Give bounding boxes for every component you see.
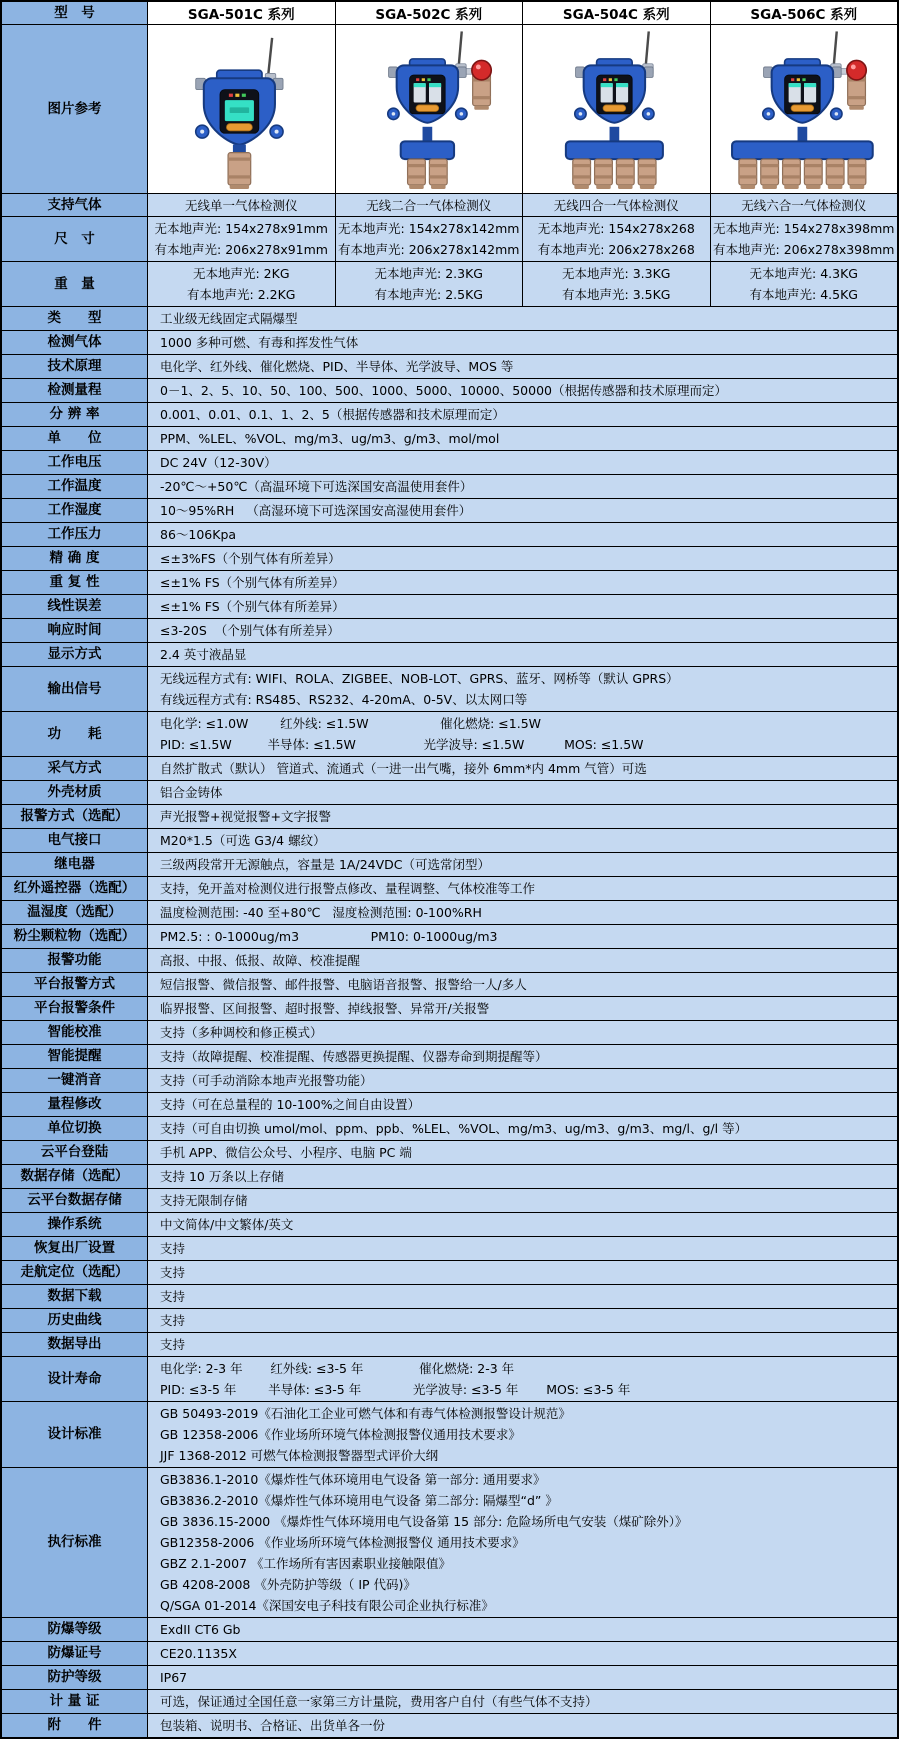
spec-value [148, 925, 897, 948]
spec-value-line: 电化学、红外线、催化燃烧、PID、半导体、光学波导、MOS 等 [160, 359, 514, 374]
spec-value-line: GB 4208-2008 《外壳防护等级（ IP 代码)》 [160, 1577, 416, 1592]
spec-value [148, 1309, 897, 1332]
spec-value [148, 805, 897, 828]
spec-row [2, 712, 897, 757]
spec-row [2, 643, 897, 667]
size-label: 尺 寸 [2, 217, 148, 261]
spec-value-line: GB 3836.15-2000 《爆炸性气体环境用电气设备第 15 部分: 危险场所电气安装（煤矿除外）》 [160, 1514, 688, 1529]
spec-value-line: 支持（可自由切换 umol/mol、ppm、ppb、%LEL、%VOL、mg/m3、ug/m3、g/m3、mg/l、g/l 等） [160, 1121, 748, 1136]
spec-label: 设计寿命 [2, 1357, 148, 1401]
supported-gas-value: 无线四合一气体检测仪 [553, 197, 679, 213]
spec-value-line: 支持（可手动消除本地声光报警功能） [160, 1073, 373, 1088]
spec-row [2, 853, 897, 877]
spec-row [2, 829, 897, 853]
size-value-cell [336, 217, 524, 261]
spec-value [148, 523, 897, 546]
spec-row [2, 1309, 897, 1333]
spec-value [148, 331, 897, 354]
supported-gas-value: 无线单一气体检测仪 [184, 197, 298, 213]
supported-gas-row [2, 194, 897, 217]
size-line: 有本地声光: 206x278x91mm [154, 242, 328, 257]
spec-value [148, 829, 897, 852]
spec-row [2, 877, 897, 901]
spec-value [148, 712, 897, 756]
spec-label: 响应时间 [2, 619, 148, 642]
spec-row [2, 667, 897, 712]
spec-label: 分 辨 率 [2, 403, 148, 426]
spec-value [148, 1093, 897, 1116]
spec-label: 工作湿度 [2, 499, 148, 522]
spec-label: 一键消音 [2, 1069, 148, 1092]
spec-row [2, 547, 897, 571]
spec-value [148, 781, 897, 804]
spec-row [2, 949, 897, 973]
spec-value-line: 无线远程方式有: WIFI、ROLA、ZIGBEE、NOB-LOT、GPRS、蓝牙、网桥等（默认 GPRS） [160, 671, 679, 686]
spec-row [2, 781, 897, 805]
spec-value [148, 403, 897, 426]
weight-line: 有本地声光: 2.2KG [187, 287, 296, 302]
spec-label: 红外遥控器（选配） [2, 877, 148, 900]
spec-label: 类 型 [2, 307, 148, 330]
spec-value [148, 1141, 897, 1164]
weight-line: 无本地声光: 2KG [192, 266, 290, 281]
spec-row [2, 1237, 897, 1261]
weight-line: 无本地声光: 2.3KG [374, 266, 483, 281]
spec-label: 数据下载 [2, 1285, 148, 1308]
spec-value [148, 547, 897, 570]
spec-value-line: 电化学: ≤1.0W 红外线: ≤1.5W 催化燃烧: ≤1.5W [160, 716, 542, 731]
spec-value-line: 支持（故障提醒、校准提醒、传感器更换提醒、仪器寿命到期提醒等） [160, 1049, 548, 1064]
size-line: 无本地声光: 154x278x398mm [713, 221, 895, 236]
spec-label: 数据导出 [2, 1333, 148, 1356]
spec-value [148, 1045, 897, 1068]
spec-value-line: ≤±1% FS（个别气体有所差异） [160, 575, 345, 590]
spec-value-line: ExdII CT6 Gb [160, 1622, 241, 1637]
spec-value-line: 中文简体/中文繁体/英文 [160, 1217, 294, 1232]
spec-label: 线性误差 [2, 595, 148, 618]
spec-value [148, 1666, 897, 1689]
device-image-sga-506c [711, 25, 898, 193]
spec-row [2, 997, 897, 1021]
spec-label: 粉尘颗粒物（选配） [2, 925, 148, 948]
spec-value [148, 1618, 897, 1641]
spec-row [2, 475, 897, 499]
spec-value [148, 1468, 897, 1617]
spec-value-line: GB3836.2-2010《爆炸性气体环境用电气设备 第二部分: 隔爆型“d” 》 [160, 1493, 558, 1508]
spec-label: 计 量 证 [2, 1690, 148, 1713]
spec-value-line: M20*1.5（可选 G3/4 螺纹） [160, 833, 326, 848]
spec-value [148, 1333, 897, 1356]
weight-value-cell [148, 262, 336, 306]
spec-value [148, 355, 897, 378]
spec-value-line: PPM、%LEL、%VOL、mg/m3、ug/m3、g/m3、mol/mol [160, 431, 500, 446]
spec-value [148, 1069, 897, 1092]
spec-row [2, 451, 897, 475]
spec-row [2, 1690, 897, 1714]
device-image-sga-501c [148, 25, 336, 193]
size-value-cell [523, 217, 711, 261]
spec-label: 走航定位（选配） [2, 1261, 148, 1284]
spec-row [2, 805, 897, 829]
spec-value-line: PM2.5: : 0-1000ug/m3 PM10: 0-1000ug/m3 [160, 929, 498, 944]
spec-value-line: 0.001、0.01、0.1、1、2、5（根据传感器和技术原理而定） [160, 407, 505, 422]
spec-label: 外壳材质 [2, 781, 148, 804]
spec-row [2, 1045, 897, 1069]
spec-value-line: GB3836.1-2010《爆炸性气体环境用电气设备 第一部分: 通用要求》 [160, 1472, 546, 1487]
spec-label: 防爆证号 [2, 1642, 148, 1665]
spec-label: 历史曲线 [2, 1309, 148, 1332]
spec-row [2, 1165, 897, 1189]
spec-label: 采气方式 [2, 757, 148, 780]
spec-value-line: CE20.1135X [160, 1646, 237, 1661]
weight-line: 有本地声光: 4.5KG [749, 287, 858, 302]
spec-value-line: 10～95%RH （高湿环境下可选深国安高湿使用套件） [160, 503, 472, 518]
spec-value [148, 1285, 897, 1308]
spec-label: 防护等级 [2, 1666, 148, 1689]
spec-value-line: 电化学: 2-3 年 红外线: ≤3-5 年 催化燃烧: 2-3 年 [160, 1361, 515, 1376]
spec-value-line: 支持 10 万条以上存储 [160, 1169, 284, 1184]
spec-value [148, 1714, 897, 1737]
spec-row [2, 499, 897, 523]
spec-value-line: 支持（多种调校和修正模式） [160, 1025, 323, 1040]
spec-value-line: PID: ≤1.5W 半导体: ≤1.5W 光学波导: ≤1.5W MOS: ≤1.5W [160, 737, 644, 752]
spec-value-line: 支持 [160, 1289, 186, 1304]
spec-value-line: JJF 1368-2012 可燃气体检测报警器型式评价大纲 [160, 1448, 439, 1463]
device-image-sga-504c [523, 25, 711, 193]
spec-label: 工作压力 [2, 523, 148, 546]
spec-row [2, 403, 897, 427]
spec-value-line: 有线远程方式有: RS485、RS232、4-20mA、0-5V、以太网口等 [160, 692, 528, 707]
spec-label: 防爆等级 [2, 1618, 148, 1641]
spec-value [148, 451, 897, 474]
device-image-sga-502c [336, 25, 524, 193]
spec-value [148, 571, 897, 594]
spec-label: 执行标准 [2, 1468, 148, 1617]
size-value-cell [148, 217, 336, 261]
spec-value [148, 853, 897, 876]
spec-value [148, 307, 897, 330]
weight-row [2, 262, 897, 307]
weight-line: 无本地声光: 3.3KG [562, 266, 671, 281]
header-label: 型 号 [2, 2, 148, 24]
spec-value-line: -20℃～+50℃（高温环境下可选深国安高温使用套件） [160, 479, 473, 494]
weight-value-cell [711, 262, 898, 306]
spec-label: 报警功能 [2, 949, 148, 972]
spec-value-line: GB12358-2006 《作业场所环境气体检测报警仪 通用技术要求》 [160, 1535, 525, 1550]
weight-value-cell [336, 262, 524, 306]
spec-value-line: 包装箱、说明书、合格证、出货单各一份 [160, 1718, 386, 1733]
spec-label: 平台报警方式 [2, 973, 148, 996]
spec-label: 设计标准 [2, 1402, 148, 1467]
spec-label: 温湿度（选配） [2, 901, 148, 924]
weight-line: 有本地声光: 3.5KG [562, 287, 671, 302]
spec-value-line: GB 12358-2006《作业场所环境气体检测报警仪通用技术要求》 [160, 1427, 521, 1442]
spec-row [2, 1093, 897, 1117]
spec-label: 量程修改 [2, 1093, 148, 1116]
spec-row [2, 1213, 897, 1237]
spec-row [2, 355, 897, 379]
spec-value-line: 手机 APP、微信公众号、小程序、电脑 PC 端 [160, 1145, 412, 1160]
spec-value-line: ≤±3%FS（个别气体有所差异） [160, 551, 341, 566]
spec-label: 继电器 [2, 853, 148, 876]
size-line: 无本地声光: 154x278x142mm [338, 221, 520, 236]
spec-row [2, 1714, 897, 1737]
weight-line: 有本地声光: 2.5KG [374, 287, 483, 302]
spec-value-line: 工业级无线固定式隔爆型 [160, 311, 298, 326]
spec-value-line: 1000 多种可燃、有毒和挥发性气体 [160, 335, 359, 350]
size-row [2, 217, 897, 262]
spec-label: 平台报警条件 [2, 997, 148, 1020]
spec-row [2, 1261, 897, 1285]
spec-value [148, 973, 897, 996]
spec-value-line: 支持 [160, 1265, 186, 1280]
supported-gas-label: 支持气体 [2, 194, 148, 216]
spec-value [148, 1189, 897, 1212]
model-name-sga-506c: SGA-506C 系列 [711, 2, 898, 24]
spec-value [148, 1117, 897, 1140]
size-line: 有本地声光: 206x278x142mm [338, 242, 520, 257]
spec-value-line: IP67 [160, 1670, 188, 1685]
spec-label: 精 确 度 [2, 547, 148, 570]
spec-rows-container [2, 307, 897, 1737]
spec-label: 技术原理 [2, 355, 148, 378]
spec-value [148, 1402, 897, 1467]
spec-label: 数据存储（选配） [2, 1165, 148, 1188]
spec-row [2, 619, 897, 643]
spec-value-line: 支持 [160, 1313, 186, 1328]
spec-value-line: GBZ 2.1-2007 《工作场所有害因素职业接触限值》 [160, 1556, 451, 1571]
spec-value [148, 949, 897, 972]
weight-label: 重 量 [2, 262, 148, 306]
spec-value [148, 1237, 897, 1260]
model-name-sga-502c: SGA-502C 系列 [336, 2, 524, 24]
spec-label: 显示方式 [2, 643, 148, 666]
size-line: 有本地声光: 206x278x268 [537, 242, 695, 257]
size-value-cell [711, 217, 898, 261]
supported-gas-value: 无线六合一气体检测仪 [741, 197, 867, 213]
model-name-sga-504c: SGA-504C 系列 [523, 2, 711, 24]
spec-label: 工作电压 [2, 451, 148, 474]
spec-value-line: 自然扩散式（默认） 管道式、流通式（一进一出气嘴，接外 6mm*内 4mm 气管）可选 [160, 761, 647, 776]
spec-row [2, 307, 897, 331]
spec-value-line: 支持 [160, 1241, 186, 1256]
spec-label: 操作系统 [2, 1213, 148, 1236]
spec-row [2, 1666, 897, 1690]
image-row [2, 25, 897, 194]
image-row-label: 图片参考 [2, 25, 148, 193]
spec-value-line: 支持 [160, 1337, 186, 1352]
spec-value-line: ≤3-20S （个别气体有所差异） [160, 623, 340, 638]
spec-value [148, 1357, 897, 1401]
spec-value-line: 铝合金铸体 [160, 785, 223, 800]
spec-label: 智能校准 [2, 1021, 148, 1044]
spec-row [2, 1141, 897, 1165]
spec-label: 工作温度 [2, 475, 148, 498]
spec-row [2, 331, 897, 355]
spec-row [2, 1333, 897, 1357]
spec-label: 报警方式（选配） [2, 805, 148, 828]
spec-value-line: 0－1、2、5、10、50、100、500、1000、5000、10000、50000（根据传感器和技术原理而定） [160, 383, 727, 398]
spec-row [2, 1402, 897, 1468]
spec-label: 检测气体 [2, 331, 148, 354]
spec-label: 功 耗 [2, 712, 148, 756]
spec-label: 单 位 [2, 427, 148, 450]
header-row [2, 2, 897, 25]
spec-value-line: 支持无限制存储 [160, 1193, 248, 1208]
spec-value-line: 2.4 英寸液晶显 [160, 647, 247, 662]
spec-value-line: 支持（可在总量程的 10-100%之间自由设置） [160, 1097, 421, 1112]
spec-label: 电气接口 [2, 829, 148, 852]
spec-row [2, 1468, 897, 1618]
spec-label: 附 件 [2, 1714, 148, 1737]
spec-value [148, 1261, 897, 1284]
model-name-sga-501c: SGA-501C 系列 [148, 2, 336, 24]
spec-label: 输出信号 [2, 667, 148, 711]
size-line: 无本地声光: 154x278x91mm [154, 221, 328, 236]
spec-row [2, 1618, 897, 1642]
spec-value [148, 1165, 897, 1188]
spec-row [2, 925, 897, 949]
spec-row [2, 1642, 897, 1666]
spec-value-line: 高报、中报、低报、故障、校准提醒 [160, 953, 361, 968]
spec-value [148, 877, 897, 900]
spec-value [148, 427, 897, 450]
size-line: 有本地声光: 206x278x398mm [713, 242, 895, 257]
spec-value-line: 短信报警、微信报警、邮件报警、电脑语音报警、报警给一人/多人 [160, 977, 527, 992]
spec-value [148, 1213, 897, 1236]
spec-value [148, 643, 897, 666]
spec-value [148, 595, 897, 618]
spec-value-line: GB 50493-2019《石油化工企业可燃气体和有毒气体检测报警设计规范》 [160, 1406, 571, 1421]
spec-label: 智能提醒 [2, 1045, 148, 1068]
weight-value-cell [523, 262, 711, 306]
weight-line: 无本地声光: 4.3KG [749, 266, 858, 281]
spec-row [2, 379, 897, 403]
spec-value-line: 支持，免开盖对检测仪进行报警点修改、量程调整、气体校准等工作 [160, 881, 536, 896]
spec-row [2, 523, 897, 547]
spec-row [2, 757, 897, 781]
spec-row [2, 973, 897, 997]
size-line: 无本地声光: 154x278x268 [537, 221, 695, 236]
spec-value [148, 1021, 897, 1044]
spec-label: 单位切换 [2, 1117, 148, 1140]
spec-row [2, 1357, 897, 1402]
spec-row [2, 1285, 897, 1309]
spec-value-line: 三级两段常开无源触点，容量是 1A/24VDC（可选常闭型） [160, 857, 490, 872]
spec-label: 重 复 性 [2, 571, 148, 594]
spec-value-line: DC 24V（12-30V） [160, 455, 277, 470]
spec-label: 恢复出厂设置 [2, 1237, 148, 1260]
spec-value [148, 379, 897, 402]
spec-value [148, 997, 897, 1020]
spec-value-line: 温度检测范围: -40 至+80℃ 湿度检测范围: 0-100%RH [160, 905, 482, 920]
spec-row [2, 1189, 897, 1213]
spec-value [148, 1690, 897, 1713]
spec-row [2, 571, 897, 595]
spec-value [148, 667, 897, 711]
spec-value-line: Q/SGA 01-2014《深国安电子科技有限公司企业执行标准》 [160, 1598, 494, 1613]
spec-value [148, 475, 897, 498]
spec-label: 检测量程 [2, 379, 148, 402]
spec-value [148, 499, 897, 522]
spec-row [2, 1069, 897, 1093]
spec-row [2, 1117, 897, 1141]
spec-value-line: ≤±1% FS（个别气体有所差异） [160, 599, 345, 614]
spec-value-line: PID: ≤3-5 年 半导体: ≤3-5 年 光学波导: ≤3-5 年 MOS: ≤3-5 年 [160, 1382, 631, 1397]
spec-label: 云平台数据存储 [2, 1189, 148, 1212]
spec-value-line: 86～106Kpa [160, 527, 237, 542]
spec-value [148, 901, 897, 924]
spec-value-line: 声光报警+视觉报警+文字报警 [160, 809, 331, 824]
spec-value [148, 757, 897, 780]
spec-row [2, 1021, 897, 1045]
spec-label: 云平台登陆 [2, 1141, 148, 1164]
spec-value [148, 1642, 897, 1665]
spec-row [2, 595, 897, 619]
spec-row [2, 901, 897, 925]
spec-value-line: 临界报警、区间报警、超时报警、掉线报警、异常开/关报警 [160, 1001, 490, 1016]
spec-value [148, 619, 897, 642]
supported-gas-value: 无线二合一气体检测仪 [366, 197, 492, 213]
spec-row [2, 427, 897, 451]
spec-value-line: 可选，保证通过全国任意一家第三方计量院，费用客户自付（有些气体不支持） [160, 1694, 598, 1709]
